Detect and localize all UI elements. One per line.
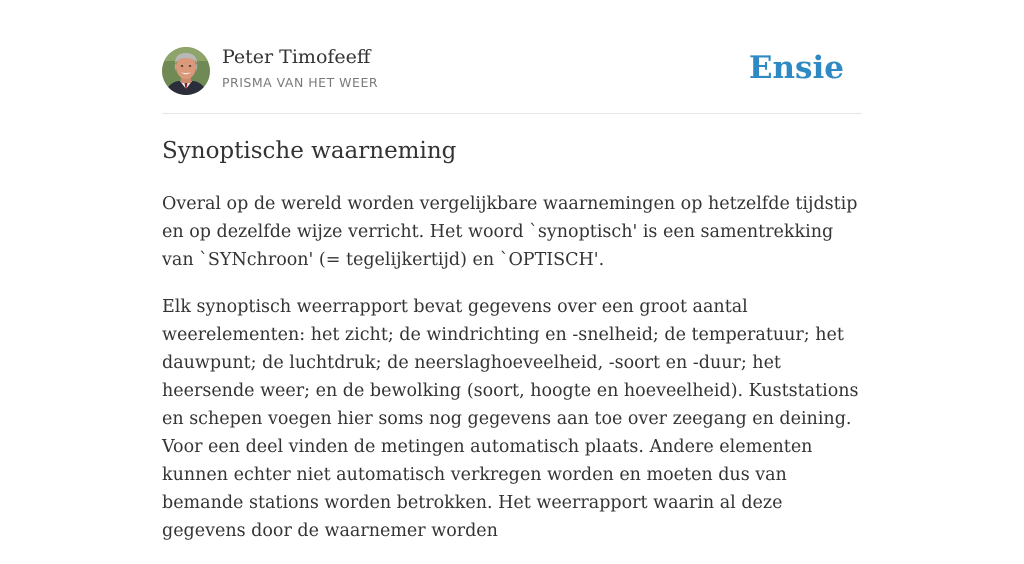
article-paragraph: Overal op de wereld worden vergelijkbare waarnemingen op hetzelfde tijdstip en op dezelfde wijze verricht. Het woord `synoptisch' is een samentrekking van `SYNchroon' (= tegelijkertijd) en `OPTISCH'. — [162, 194, 858, 270]
page-container — [162, 0, 862, 541]
avatar-photo-icon — [162, 47, 210, 95]
article-body — [162, 190, 862, 564]
author-avatar[interactable] — [162, 47, 210, 95]
author-name[interactable]: Peter Timofeeff — [222, 46, 371, 68]
article-title: Synoptische waarneming — [162, 138, 457, 164]
brand-logo[interactable]: Ensie — [748, 50, 844, 86]
author-subtitle[interactable]: PRISMA VAN HET WEER — [222, 75, 379, 90]
article-paragraph: Elk synoptisch weerrapport bevat gegevens over een groot aantal weerelementen: het zicht; de windrichting en -snelheid; de temperatuur; het dauwpunt; de luchtdruk; de neerslaghoeveelheid, -soort en -duur; het heersende weer; en de bewolking (soort, hoogte en hoeveelheid). Kuststations en schepen voegen hier soms nog gegevens aan toe over zeegang en deining. Voor een deel vinden de metingen automatisch plaats. Andere elementen kunnen echter niet automatisch verkregen worden en moeten dus van bemande stations worden betrokken. Het weerrapport waarin al deze gegevens door de waarnemer worden — [162, 297, 859, 541]
header — [162, 0, 862, 114]
